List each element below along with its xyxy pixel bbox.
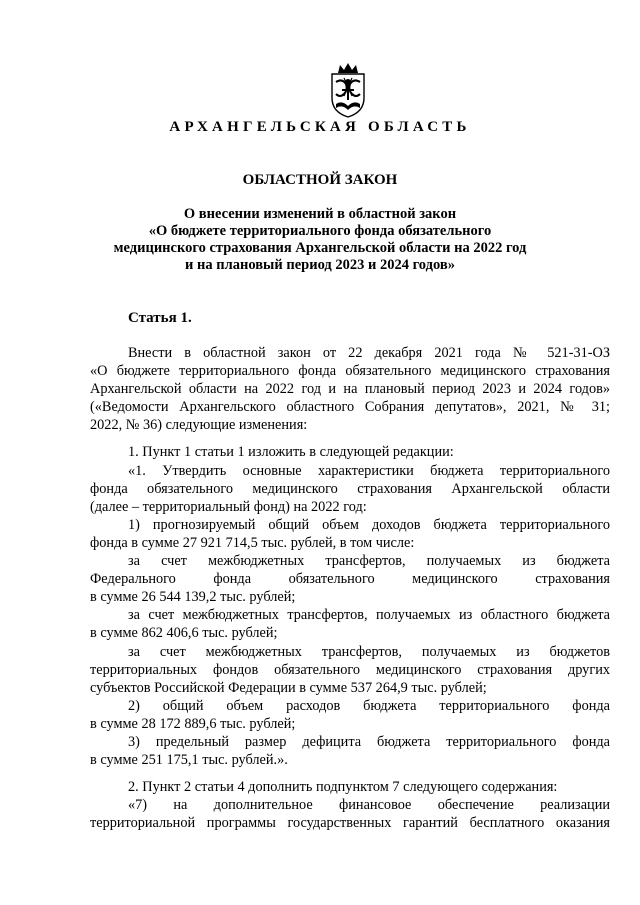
paragraph-gap: [90, 769, 610, 778]
paragraph-gap: [90, 434, 610, 443]
body-line: фонда в сумме 27 921 714,5 тыс. рублей, в том числе:: [90, 534, 415, 551]
body-line: (далее – территориальный фонд) на 2022 год:: [90, 498, 367, 515]
region-name: АРХАНГЕЛЬСКАЯ ОБЛАСТЬ: [169, 119, 471, 135]
body-line: 3) предельный размер дефицита бюджета территориального фонда: [128, 733, 610, 750]
law-body: [90, 344, 610, 832]
body-line: Архангельской области на 2022 год и на плановый период 2023 и 2024 годов»: [90, 381, 610, 398]
body-line: Федерального фонда обязательного медицинского страхования: [90, 571, 610, 588]
body-line: «О бюджете территориального фонда обязательного медицинского страхования: [90, 363, 610, 380]
body-line: территориальных фондов обязательного медицинского страхования других: [90, 661, 610, 678]
law-title-line: медицинского страхования Архангельской области на 2022 год: [113, 240, 527, 256]
body-line: фонда обязательного медицинского страхования Архангельской области: [90, 480, 610, 497]
body-line: («Ведомости Архангельского областного Собрания депутатов», 2021, № 31;: [90, 399, 610, 416]
body-line: 2. Пункт 2 статьи 4 дополнить подпунктом 7 следующего содержания:: [128, 779, 558, 796]
body-line: территориальной программы государственных гарантий бесплатного оказания: [90, 815, 610, 832]
body-line: 1) прогнозируемый общий объем доходов бюджета территориального: [128, 516, 610, 533]
body-line: 2) общий объем расходов бюджета территориального фонда: [128, 697, 610, 714]
body-line: 1. Пункт 1 статьи 1 изложить в следующей редакции:: [128, 444, 454, 461]
body-line: 2022, № 36) следующие изменения:: [90, 417, 308, 434]
coat-of-arms-icon: [324, 60, 372, 118]
body-line: Внести в областной закон от 22 декабря 2021 года № 521-31-ОЗ: [128, 345, 610, 361]
law-title-line: «О бюджете территориального фонда обязательного: [148, 223, 492, 239]
body-line: «7) на дополнительное финансовое обеспечение реализации: [128, 797, 610, 814]
law-title: [90, 206, 550, 274]
law-title-line: и на плановый период 2023 и 2024 годов»: [185, 257, 455, 273]
body-line: в сумме 862 406,6 тыс. рублей;: [90, 625, 278, 642]
document-type: ОБЛАСТНОЙ ЗАКОН: [242, 172, 398, 188]
body-line: в сумме 26 544 139,2 тыс. рублей;: [90, 589, 296, 606]
body-line: в сумме 28 172 889,6 тыс. рублей;: [90, 715, 296, 732]
body-line: за счет межбюджетных трансфертов, получаемых из областного бюджета: [128, 607, 610, 624]
body-line: в сумме 251 175,1 тыс. рублей.».: [90, 752, 288, 769]
body-line: «1. Утвердить основные характеристики бюджета территориального: [128, 462, 610, 479]
body-line: за счет межбюджетных трансфертов, получаемых из бюджетов: [128, 643, 610, 660]
body-line: за счет межбюджетных трансфертов, получаемых из бюджета: [128, 553, 610, 570]
law-title-line: О внесении изменений в областной закон: [183, 206, 457, 222]
body-line: субъектов Российской Федерации в сумме 537 264,9 тыс. рублей;: [90, 679, 487, 696]
article-heading: Статья 1.: [128, 310, 192, 326]
